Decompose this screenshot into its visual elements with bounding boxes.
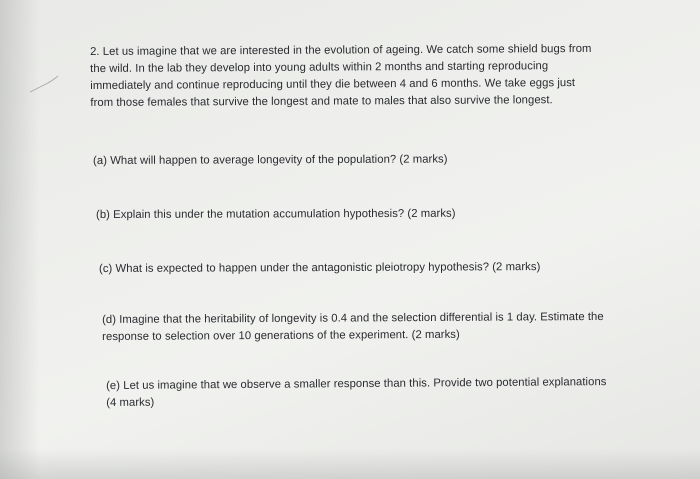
question-part-b	[96, 205, 616, 224]
question-part-e	[106, 374, 626, 412]
intro-line: immediately and continue reproducing until they die between 4 and 6 months. We take eggs just	[90, 77, 576, 92]
part-e-line: (e) Let us imagine that we observe a smaller response than this. Provide two potential explanations	[106, 376, 607, 392]
intro-line: the wild. In the lab they develop into young adults within 2 months and starting reproducing	[90, 60, 549, 75]
part-c-line: (c) What is expected to happen under the antagonistic pleiotropy hypothesis? (2 marks)	[99, 261, 541, 275]
part-d-line: response to selection over 10 generations of the experiment. (2 marks)	[102, 328, 460, 343]
part-a-line: (a) What will happen to average longevity of the population? (2 marks)	[93, 153, 448, 167]
intro-line: 2. Let us imagine that we are interested in the evolution of ageing. We catch some shield bugs from	[90, 42, 592, 58]
part-b-line: (b) Explain this under the mutation accumulation hypothesis? (2 marks)	[96, 207, 456, 221]
question-part-a	[93, 151, 613, 170]
part-d-line: (d) Imagine that the heritability of longevity is 0.4 and the selection differential is 1 day. Estimate the	[102, 310, 604, 326]
page-shadow-bottom	[0, 449, 700, 479]
intro-line: from those females that survive the longest and mate to males that also survive the longest.	[90, 94, 553, 109]
question-part-c	[99, 259, 619, 278]
pen-mark-icon	[28, 70, 68, 110]
question-intro	[90, 41, 620, 112]
question-part-d	[102, 309, 622, 346]
part-e-line: (4 marks)	[106, 396, 155, 409]
